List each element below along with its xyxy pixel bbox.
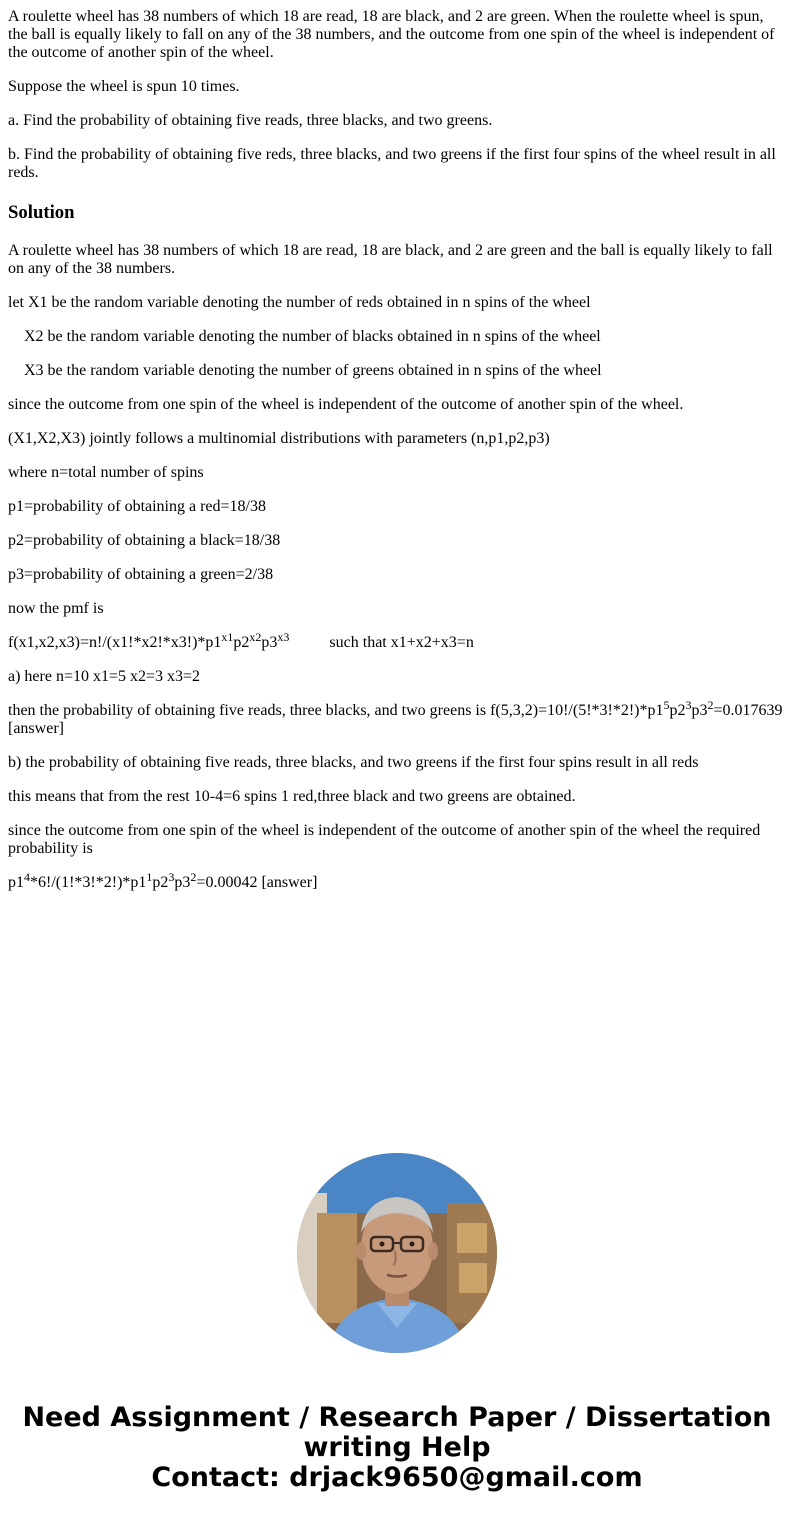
x2-definition: X2 be the random variable denoting the number of blacks obtained in n spins of the wheel — [24, 328, 601, 345]
part-a-result — [8, 698, 786, 738]
part-b-intro: b) the probability of obtaining five reads, three blacks, and two greens if the first four spins result in all reds — [8, 754, 699, 771]
promo-contact: Contact: drjack9650@gmail.com — [151, 1462, 643, 1493]
p3-definition: p3=probability of obtaining a green=2/38 — [8, 566, 274, 583]
question-setup: Suppose the wheel is spun 10 times. — [8, 78, 240, 95]
part-b-exp-2: 3 — [168, 870, 175, 884]
part-a-answer: =0.017639 [answer] — [8, 702, 783, 737]
document-body — [8, 8, 786, 908]
question-intro: A roulette wheel has 38 numbers of which 18 are read, 18 are black, and 2 are green. When the roulette wheel is spun, the ball is equally likely to fall on any of the 38 numbers, and the outcome from one spin of the wheel is independent of the outcome of another spin of the wheel. — [8, 8, 775, 61]
x1-definition: let X1 be the random variable denoting the number of reds obtained in n spins of the wheel — [8, 294, 591, 311]
part-b-meaning: this means that from the rest 10-4=6 spins 1 red,three black and two greens are obtained. — [8, 788, 576, 805]
question-part-a: a. Find the probability of obtaining five reads, three blacks, and two greens. — [8, 112, 493, 129]
part-a-exp-3: 2 — [707, 698, 714, 712]
promo-line-2: writing Help — [303, 1432, 491, 1463]
promo-line-1: Need Assignment / Research Paper / Dissertation — [22, 1402, 772, 1433]
pmf-formula — [8, 630, 786, 652]
author-avatar — [297, 1153, 497, 1353]
solution-intro: A roulette wheel has 38 numbers of which 18 are read, 18 are black, and 2 are green and the ball is equally likely to fall on any of the 38 numbers. — [8, 242, 773, 277]
pmf-exp-2: x2 — [249, 630, 262, 644]
multinomial-statement: (X1,X2,X3) jointly follows a multinomial distributions with parameters (n,p1,p2,p3) — [8, 430, 550, 447]
independence-statement: since the outcome from one spin of the wheel is independent of the outcome of another spin of the wheel. — [8, 396, 684, 413]
part-a-exp-1: 5 — [663, 698, 670, 712]
part-b-result — [8, 870, 786, 892]
pmf-exp-3: x3 — [277, 630, 290, 644]
part-a-exp-2: 3 — [685, 698, 692, 712]
p2-definition: p2=probability of obtaining a black=18/38 — [8, 532, 281, 549]
part-b-exp-3: 2 — [190, 870, 197, 884]
pmf-base: f(x1,x2,x3)=n!/(x1!*x2!*x3!)*p1 — [8, 634, 222, 651]
promo-banner — [0, 1403, 794, 1493]
pmf-base-3: p3 — [261, 634, 278, 651]
part-b-exp-0: 4 — [24, 870, 30, 884]
question-part-b: b. Find the probability of obtaining five reds, three blacks, and two greens if the first four spins of the wheel result in all reds. — [8, 146, 776, 181]
solution-heading: Solution — [8, 202, 75, 223]
pmf-base-2: p2 — [233, 634, 250, 651]
n-definition: where n=total number of spins — [8, 464, 204, 481]
part-b-base-2: p2 — [152, 874, 169, 891]
part-b-independence: since the outcome from one spin of the wheel is independent of the outcome of another spin of the wheel the required probability is — [8, 822, 761, 857]
pmf-intro: now the pmf is — [8, 600, 104, 617]
part-a-parameters: a) here n=10 x1=5 x2=3 x3=2 — [8, 668, 201, 685]
part-a-base: then the probability of obtaining five reads, three blacks, and two greens is f(5,3,2)=10!/(5!*3!*2!)*p1 — [8, 702, 664, 719]
pmf-exp-1: x1 — [221, 630, 234, 644]
part-b-base-0: p1 — [8, 874, 24, 891]
pmf-constraint: such that x1+x2+x3=n — [329, 634, 474, 651]
part-b-answer: =0.00042 [answer] — [196, 874, 318, 891]
part-b-mid: *6!/(1!*3!*2!)*p1 — [30, 874, 147, 891]
x3-definition: X3 be the random variable denoting the number of greens obtained in n spins of the wheel — [24, 362, 602, 379]
p1-definition: p1=probability of obtaining a red=18/38 — [8, 498, 266, 515]
part-a-base-2: p2 — [669, 702, 686, 719]
part-b-exp-1: 1 — [146, 870, 153, 884]
part-a-base-3: p3 — [691, 702, 708, 719]
part-b-base-3: p3 — [174, 874, 191, 891]
